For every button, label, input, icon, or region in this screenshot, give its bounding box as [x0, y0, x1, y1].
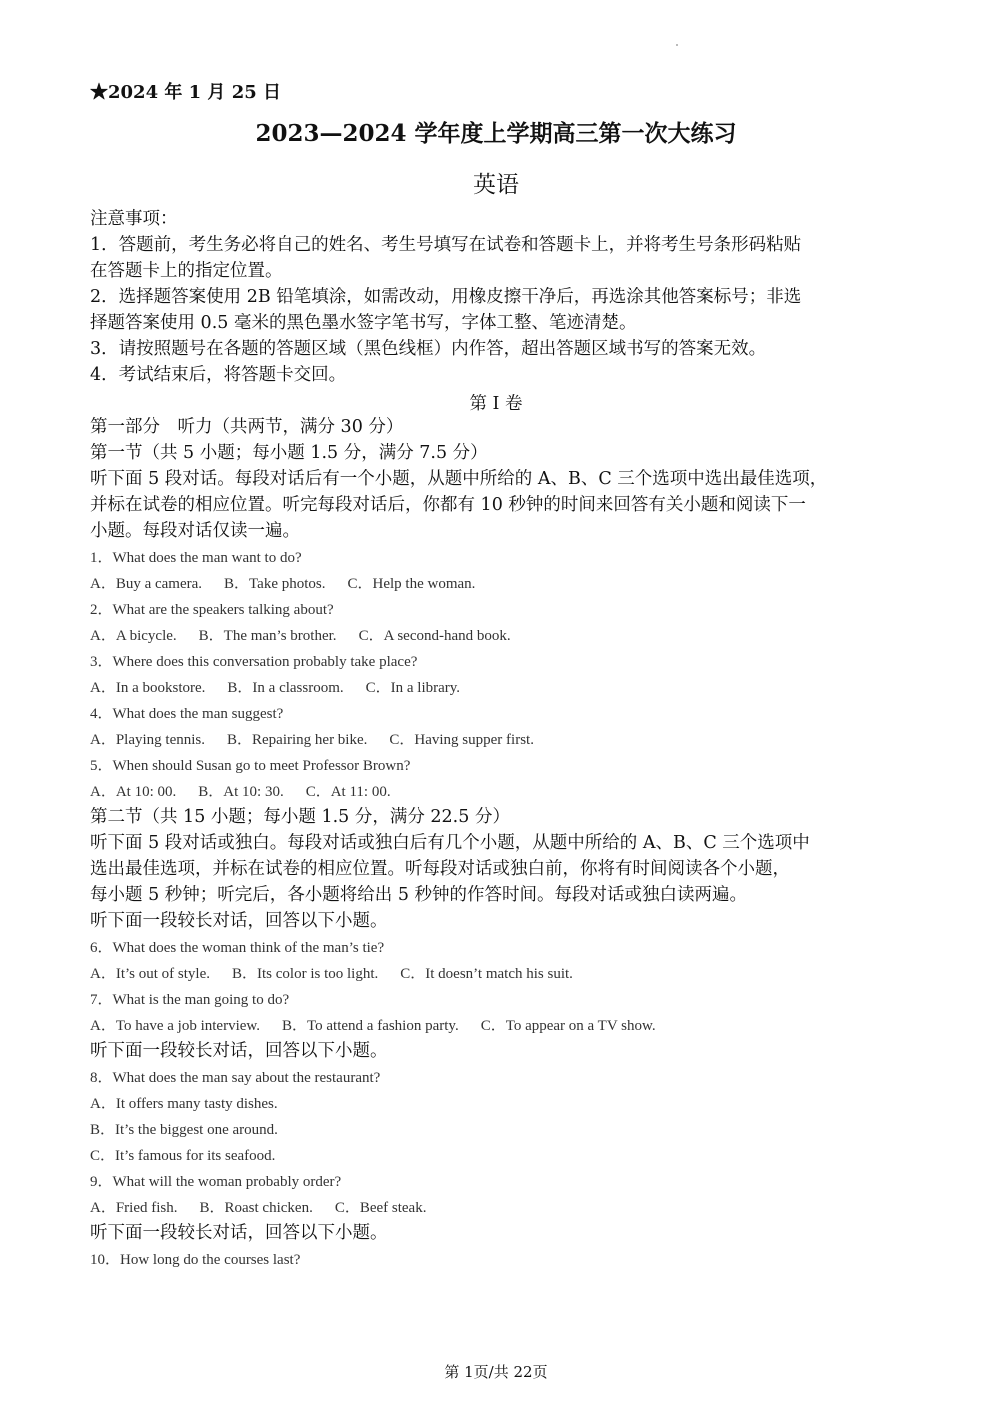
question-9-stem: 9．What will the woman probably order?: [90, 1174, 342, 1190]
question-5-options: [90, 782, 391, 802]
question-8-option-c: C．It’s famous for its seafood.: [90, 1148, 276, 1164]
question-1-options: [90, 574, 475, 594]
notice-item-4: 4．考试结束后，将答题卡交回。: [90, 365, 347, 385]
question-1-stem: 1．What does the man want to do?: [90, 550, 302, 566]
question-4-option-a: A．Playing tennis.: [90, 732, 205, 748]
notice-heading: 注意事项：: [90, 209, 178, 229]
question-6-option-a: A．It’s out of style.: [90, 966, 210, 982]
question-4-stem: 4．What does the man suggest?: [90, 706, 284, 722]
question-7-options: [90, 1016, 656, 1036]
exam-date: ★2024 年 1 月 25 日: [90, 82, 282, 103]
section2-instr-line-1: 听下面 5 段对话或独白。每段对话或独白后有几个小题，从题中所给的 A、B、C 三个选项中: [90, 833, 810, 853]
listen-prompt-2: 听下面一段较长对话，回答以下小题。: [90, 1041, 388, 1061]
scan-speck: [676, 44, 678, 46]
section2-instr-line-2: 选出最佳选项，并标在试卷的相应位置。听每段对话或独白前，你将有时间阅读各个小题，: [90, 859, 790, 879]
question-5-option-c: C．At 11: 00.: [305, 784, 391, 800]
question-4-option-b: B．Repairing her bike.: [227, 732, 368, 748]
part1-heading: 第一部分 听力（共两节，满分 30 分）: [90, 417, 404, 437]
question-6-options: [90, 964, 573, 984]
question-3-option-b: B．In a classroom.: [227, 680, 344, 696]
question-4-options: [90, 730, 534, 750]
section1-instr-line-2: 并标在试卷的相应位置。听完每段对话后，你都有 10 秒钟的时间来回答有关小题和阅读下一: [90, 495, 806, 515]
listen-prompt-1: 听下面一段较长对话，回答以下小题。: [90, 911, 388, 931]
section1-instr-line-3: 小题。每段对话仅读一遍。: [90, 521, 300, 541]
subject-title: 英语: [473, 172, 519, 198]
question-7-option-a: A．To have a job interview.: [90, 1018, 261, 1034]
question-8-option-b: B．It’s the biggest one around.: [90, 1122, 278, 1138]
section1-instr-line-1: 听下面 5 段对话。每段对话后有一个小题，从题中所给的 A、B、C 三个选项中选出最佳选项，: [90, 469, 828, 489]
question-7-stem: 7．What is the man going to do?: [90, 992, 290, 1008]
page-footer: 第 1页/共 22页: [444, 1363, 548, 1381]
question-2-option-b: B．The man’s brother.: [198, 628, 337, 644]
section1-heading: 第一节（共 5 小题；每小题 1.5 分，满分 7.5 分）: [90, 443, 488, 463]
notice-item-1-line-1: 1．答题前，考生务必将自己的姓名、考生号填写在试卷和答题卡上，并将考生号条形码粘贴: [90, 235, 802, 255]
question-5-option-a: A．At 10: 00.: [90, 784, 177, 800]
question-6-stem: 6．What does the woman think of the man’s tie?: [90, 940, 385, 956]
question-5-stem: 5．When should Susan go to meet Professor Brown?: [90, 758, 411, 774]
question-5-option-b: B．At 10: 30.: [198, 784, 284, 800]
question-6-option-b: B．Its color is too light.: [232, 966, 379, 982]
exam-title: 2023—2024 学年度上学期高三第一次大练习: [255, 120, 737, 147]
question-1-option-c: C．Help the woman.: [347, 576, 476, 592]
question-2-stem: 2．What are the speakers talking about?: [90, 602, 334, 618]
question-4-option-c: C．Having supper first.: [389, 732, 534, 748]
question-8-stem: 8．What does the man say about the restaurant?: [90, 1070, 381, 1086]
question-10-stem: 10．How long do the courses last?: [90, 1252, 301, 1268]
question-1-option-a: A．Buy a camera.: [90, 576, 203, 592]
question-2-option-c: C．A second-hand book.: [358, 628, 511, 644]
question-7-option-c: C．To appear on a TV show.: [480, 1018, 656, 1034]
question-7-option-b: B．To attend a fashion party.: [282, 1018, 459, 1034]
question-8-option-a: A．It offers many tasty dishes.: [90, 1096, 278, 1112]
question-2-option-a: A．A bicycle.: [90, 628, 177, 644]
question-2-options: [90, 626, 511, 646]
question-9-option-c: C．Beef steak.: [334, 1200, 427, 1216]
question-9-options: [90, 1198, 426, 1218]
notice-item-3: 3．请按照题号在各题的答题区域（黑色线框）内作答，超出答题区域书写的答案无效。: [90, 339, 767, 359]
volume-label: 第 I 卷: [469, 394, 523, 414]
notice-item-2-line-1: 2．选择题答案使用 2B 铅笔填涂，如需改动，用橡皮擦干净后，再选涂其他答案标号；非选: [90, 287, 802, 307]
question-3-options: [90, 678, 460, 698]
notice-item-2-line-2: 择题答案使用 0.5 毫米的黑色墨水签字笔书写，字体工整、笔迹清楚。: [90, 313, 637, 333]
question-1-option-b: B．Take photos.: [224, 576, 326, 592]
question-9-option-b: B．Roast chicken.: [199, 1200, 313, 1216]
listen-prompt-3: 听下面一段较长对话，回答以下小题。: [90, 1223, 388, 1243]
question-6-option-c: C．It doesn’t match his suit.: [400, 966, 573, 982]
question-3-option-a: A．In a bookstore.: [90, 680, 206, 696]
section2-instr-line-3: 每小题 5 秒钟；听完后，各小题将给出 5 秒钟的作答时间。每段对话或独白读两遍。: [90, 885, 748, 905]
question-9-option-a: A．Fried fish.: [90, 1200, 178, 1216]
question-3-option-c: C．In a library.: [365, 680, 461, 696]
notice-item-1-line-2: 在答题卡上的指定位置。: [90, 261, 283, 281]
section2-heading: 第二节（共 15 小题；每小题 1.5 分，满分 22.5 分）: [90, 807, 510, 827]
question-3-stem: 3．Where does this conversation probably take place?: [90, 654, 418, 670]
